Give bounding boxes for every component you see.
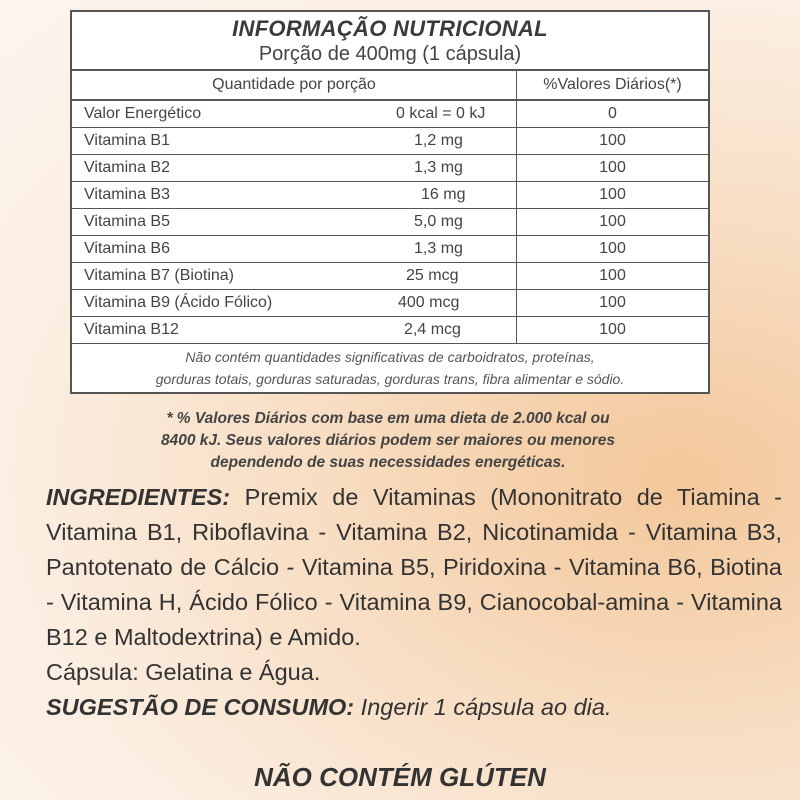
table-row xyxy=(72,182,708,209)
nutrition-table xyxy=(72,71,708,344)
portion-size: Porção de 400mg (1 cápsula) xyxy=(258,43,522,65)
suggestion-text: Ingerir 1 cápsula ao dia. xyxy=(354,694,612,720)
capsule-text: Cápsula: Gelatina e Água. xyxy=(46,659,321,685)
nutrient-name: Vitamina B12 xyxy=(72,317,356,344)
nutrient-amount: 1,3 mg xyxy=(414,240,463,257)
table-row xyxy=(72,317,708,344)
nutrition-title: INFORMAÇÃO NUTRICIONAL xyxy=(232,16,548,41)
nutrient-dv: 100 xyxy=(517,209,709,236)
nutrition-facts-panel xyxy=(70,10,710,394)
nutrient-amount: 400 mcg xyxy=(398,294,460,311)
suggestion-line xyxy=(46,690,782,725)
footnote-line-2: 8400 kJ. Seus valores diários podem ser maiores ou menores xyxy=(160,432,616,449)
nutrient-amount: 0 kcal = 0 kJ xyxy=(396,105,486,122)
table-row xyxy=(72,155,708,182)
nutrition-note xyxy=(72,344,708,392)
table-row xyxy=(72,100,708,128)
nutrient-name: Vitamina B5 xyxy=(72,209,356,236)
table-row xyxy=(72,209,708,236)
footnote-line-1: * % Valores Diários com base em uma dieta de 2.000 kcal ou xyxy=(166,410,610,427)
nutrient-dv: 100 xyxy=(517,128,709,155)
gluten-free-notice: NÃO CONTÉM GLÚTEN xyxy=(254,762,546,792)
header-quantity: Quantidade por porção xyxy=(72,71,517,100)
nutrient-amount: 1,3 mg xyxy=(414,159,463,176)
header-daily-value: %Valores Diários(*) xyxy=(517,71,709,100)
nutrient-dv: 100 xyxy=(517,263,709,290)
nutrient-name: Vitamina B1 xyxy=(72,128,356,155)
nutrient-name: Vitamina B7 (Biotina) xyxy=(72,263,356,290)
footnote-line-3: dependendo de suas necessidades energéticas. xyxy=(210,454,566,471)
table-row xyxy=(72,236,708,263)
daily-value-footnote xyxy=(70,408,706,474)
nutrient-name: Vitamina B2 xyxy=(72,155,356,182)
nutrient-name: Vitamina B3 xyxy=(72,182,356,209)
nutrient-name: Valor Energético xyxy=(72,100,356,128)
table-row xyxy=(72,290,708,317)
nutrient-dv: 0 xyxy=(517,100,709,128)
nutrient-dv: 100 xyxy=(517,236,709,263)
table-header-row xyxy=(72,71,708,100)
ingredients-section xyxy=(46,480,782,725)
nutrient-name: Vitamina B9 (Ácido Fólico) xyxy=(72,290,356,317)
ingredients-label: INGREDIENTES: xyxy=(46,484,231,510)
nutrient-dv: 100 xyxy=(517,317,709,344)
nutrient-name: Vitamina B6 xyxy=(72,236,356,263)
table-row xyxy=(72,128,708,155)
suggestion-label: SUGESTÃO DE CONSUMO: xyxy=(46,694,355,720)
nutrient-amount: 5,0 mg xyxy=(414,213,463,230)
nutrient-amount: 25 mcg xyxy=(406,267,459,284)
nutrient-amount: 16 mg xyxy=(421,186,466,203)
nutrient-amount: 1,2 mg xyxy=(414,132,463,149)
note-line-2: gorduras totais, gorduras saturadas, gorduras trans, fibra alimentar e sódio. xyxy=(155,371,625,387)
nutrition-header xyxy=(72,12,708,71)
nutrient-dv: 100 xyxy=(517,182,709,209)
nutrient-dv: 100 xyxy=(517,155,709,182)
nutrient-amount: 2,4 mcg xyxy=(404,321,461,338)
nutrient-dv: 100 xyxy=(517,290,709,317)
ingredients-text: Premix de Vitaminas (Mononitrato de Tiamina - Vitamina B1, Riboflavina - Vitamina B2, Nicotinamida - Vitamina B3, Pantotenato de Cálcio - Vitamina B5, Piridoxina - Vitamina B6, Biotina - Vitamina H, Ácido Fólico - Vitamina B9, Cianocobal-amina - Vitamina B12 e Maltodextrina) e Amido. xyxy=(46,484,782,650)
table-row xyxy=(72,263,708,290)
note-line-1: Não contém quantidades significativas de carboidratos, proteínas, xyxy=(185,349,595,365)
